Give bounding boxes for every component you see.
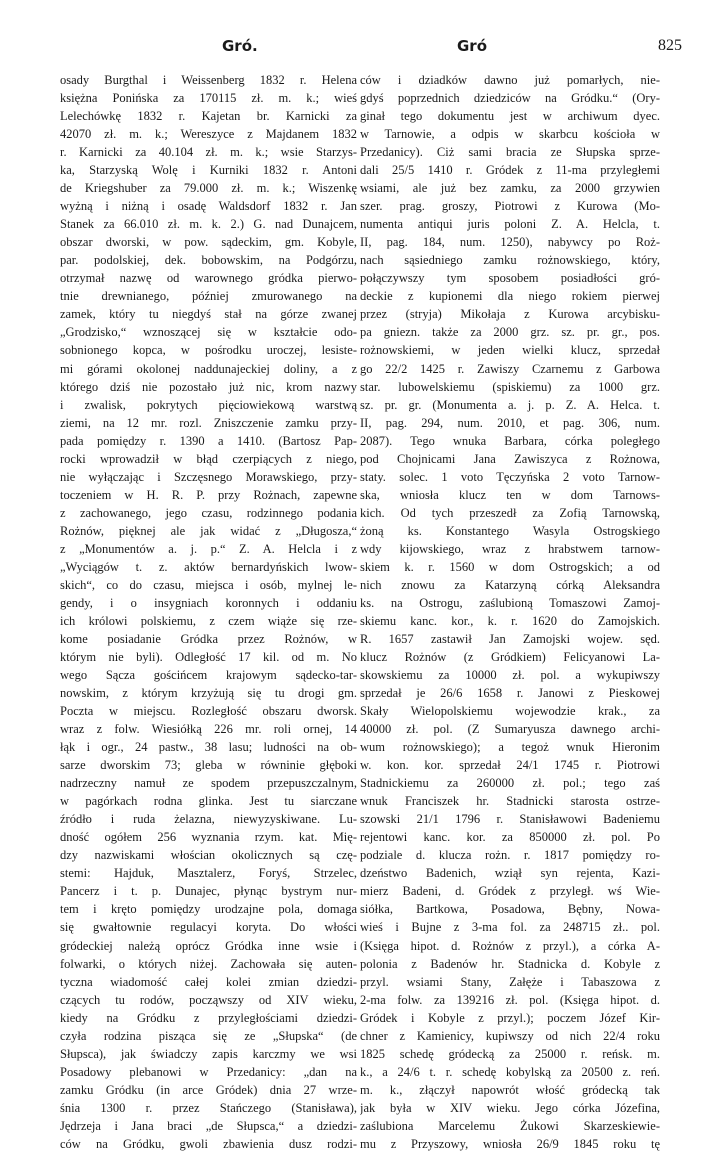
text-line: Pancerz i t. p. Dunajec, płynąc bystrym nur- [60,884,357,899]
text-line: wdy kijowskiego, wraz z hrabstwem tarnow- [360,541,660,556]
text-line: 42070 zł. m. k.; Wereszyce z Majdanem 1832 [60,127,357,142]
text-line: skiem k. r. 1560 w dom Ostrogskich; a od [360,559,660,574]
text-line: deckie z kupionemi dla niego rokiem pierwej [360,289,660,304]
text-line: łąk i ogr., 24 pastw., 38 lasu; ludności na ob- [60,740,357,755]
text-line: ziemi, na 12 mr. rozl. Zniszczenie zamku przy- [60,415,357,430]
text-line: 40000 zł. pol. (Z Sumaryusza dawnego archi- [360,722,660,737]
text-line: star. lubowelskiemu (spiskiemu) za 1000 grz. [360,379,660,394]
text-line: szer. prag. groszy, Piotrowi z Kurowa (Mo- [360,199,660,214]
text-line: wsiami, ale już bez zamku, za 2000 grzywien [360,181,660,196]
text-line: i zwalisk, pokrytych pięciowiekową warstwą [60,397,357,412]
text-line: księżna Ponińska za 170115 zł. m. k.; wieś [60,91,357,106]
text-line: ks. na Ostrogu, zaślubioną Tomaszowi Zamoj- [360,595,660,610]
text-line: gdyś poprzednich dziedziców na Gródku.“ (Ory- [360,91,660,106]
text-line: staty. solec. 1 voto Tęczyńska 2 voto Tarnow- [360,469,660,484]
text-line: m. k., złączył napowrót włość gródecką tak [360,1082,660,1097]
text-line: kome posiadanie Gródka przez Rożnów, w [60,631,357,646]
text-line: folwarki, o których niżej. Zachowała się auten- [60,956,357,971]
page-number: 825 [658,37,682,54]
text-line: wego Sącza gościńcem krajowym sądecko-tar- [60,668,357,683]
text-line: ców na Gródku, gwoli zbawienia dusz rodzi- [60,1136,357,1151]
text-line: r. Karnicki za 40.104 zł. m. k.; wsie Starzys- [60,145,357,160]
text-line: z zachowanego, jego czasu, rodzinnego podania [60,505,357,520]
text-line: mierz Badeni, d. Gródek z przyległ. wś Wie- [360,884,660,899]
text-line: przyl. wsiami Stany, Załęże i Tabaszowa z [360,974,660,989]
text-line: ich królowi polskiemu, z czem wiąże się rze- [60,613,357,628]
text-line: którym nie byli). Odległość 17 kil. od m. No [60,650,357,664]
text-line: Rożnów, pięknej ale jak widać z „Długosza,“ [60,523,357,538]
text-line: gródeckiej należą oprócz Gródka inne wsie i [60,938,357,953]
text-line: wnuk Franciszek hr. Stadnicki starosta ostrze- [360,794,660,809]
text-line: pa gniezn. także za 2000 grz. sz. pr. gr., pos. [360,325,660,340]
text-line: skich“, co do czasu, miejsca i osób, mylnej le- [60,577,357,592]
text-line: dzeństwo Badenich, wziął syn rejenta, Kazi- [360,866,660,881]
text-line: Przedanicy). Ciż sami bracia ze Słupska sprze- [360,145,660,160]
running-head-center: Gró [457,37,488,55]
text-line: mu z Przyszowy, wniosła 26/9 1845 roku tę [360,1136,660,1151]
text-line: wraz z folw. Wiesiółką 226 mr. roli ornej, 14 [60,722,357,737]
text-line: chner z Kamienicy, kupiwszy od nich 22/4 roku [360,1028,660,1043]
text-line: wieś i Bujne z 3-ma fol. za 248715 zł.. pol. [360,920,660,935]
text-line: sprzedał je 26/6 1658 r. Janowi z Pieskowej [360,686,660,701]
text-line: par. podolskiej, dek. bobowskim, na Podgórzu, [60,253,357,268]
text-line: szowski 21/1 1796 r. Stanisławowi Badeniemu [360,812,660,827]
text-line: się gwałtownie regulacyi koryta. Do włości [60,920,357,935]
text-line: dność ogółem 256 wyznania rzym. kat. Mię- [60,830,357,845]
text-line: otrzymał nazwę od warownego gródka pierwo- [60,271,357,286]
text-line: tem i kręto pomiędzy urodzajne pola, domaga [60,902,357,917]
right-text-column [360,71,660,1153]
text-line: jak była w XIV wieku. Jego córka Józefina, [360,1100,660,1115]
text-line: mi górami okolonej naddunajeckiej doliny, a z [60,361,357,376]
text-line: podziale d. klucza rożn. r. 1817 pomiędzy ro- [360,848,660,863]
text-line: w pagórkach rodna glinka. Jest tu siarczane [60,794,357,809]
text-line: tnie drewnianego, później zmurowanego na [60,289,357,304]
text-line: 2087). Tego wnuka Barbara, córka poległego [360,433,660,448]
text-line: Stadnickiemu za 260000 zł. pol.; tego zaś [360,776,660,791]
text-line: kich. Od tych przeszedł za Zofią Tarnowską, [360,505,660,520]
text-line: „Grodzisko,“ wznoszącej się w kształcie odo- [60,325,357,340]
text-line: śnia 1300 r. przez Stańczego (Stanisława), [60,1100,357,1115]
text-line: sarze dworskim 73; gleba w równinie głęboki [60,758,357,773]
text-line: stemi: Hajduk, Masztalerz, Foryś, Strzelec, [60,866,357,881]
text-line: (Księga hipot. d. Rożnów z przyl.), a córka A- [360,938,660,953]
text-line: klucz Rożnów (z Gródkiem) Felicyanowi La- [360,650,660,664]
text-line: ska, wniosła klucz ten w dom Tarnows- [360,487,660,502]
text-line: sobnionego kopca, w pośrodku uroczej, lesiste- [60,343,357,358]
text-line: skowskiemu za 10000 zł. pol. a wykupiwszy [360,668,660,683]
text-line: siółka, Bartkowa, Posadowa, Bębny, Nowa- [360,902,660,917]
text-line: nich znowu za Katarzyną córką Aleksandra [360,577,660,592]
running-head-left: Gró. [222,37,258,55]
text-line: nadrzeczny namuł ze spodem przepuszczalnym, [60,776,357,791]
text-line: polonia z Badenów hr. Stadnicka d. Kobyle z [360,956,660,971]
text-line: Lelechówkę 1832 r. Kajetan br. Karnicki za [60,109,357,124]
text-line: 1825 schedę gródecką za 25000 r. reńsk. m. [360,1046,660,1061]
text-line: Poczta w miejscu. Rozległość obszaru dworsk. [60,704,357,719]
text-line: w. kon. kor. sprzedał 24/1 1745 r. Piotrowi [360,758,660,773]
text-line: źródło i ruda żelazna, niewyzyskiwane. Lu- [60,812,357,827]
text-line: czących tu rodów, począwszy od XIV wieku, [60,992,357,1007]
text-line: de Kriegshuber za 79.000 zł. m. k.; Wiszenkę [60,181,357,196]
text-line: ginał tego dokumentu jest w archiwum dyec. [360,109,660,124]
text-line: wum rożnowskiego); a tegoż wnuk Hieronim [360,740,660,755]
text-line: ców i dziadków dawno już pomarłych, nie- [360,73,660,87]
text-line: zamku Gródku (in arce Gródek) dnia 27 wrze- [60,1082,357,1097]
text-line: dzy nazwiskami włościan okolicznych są czę- [60,848,357,863]
text-line: Posadowy plebanowi w Przedanicy: „dan na [60,1064,357,1079]
text-line: pada pomiędzy r. 1390 a 1410. (Bartosz Pap- [60,433,357,448]
text-line: nie wyłączając i Szczęsnego Morawskiego, przy- [60,469,357,484]
text-line: dali 25/5 1410 r. Gródek z 11-ma przyległemi [360,163,660,178]
text-line: sz. pr. gr. (Monumenta a. j. p. Z. A. Helca. t. [360,397,660,412]
text-line: osady Burgthal i Weissenberg 1832 r. Helena [60,73,357,87]
text-line: „Wyciągów t. z. aktów bernardyńskich lwow- [60,559,357,574]
text-line: zaślubiona Marcelemu Żukowi Skarzeskiewie- [360,1118,660,1133]
text-line: czyła rodzina pisząca się ze „Słupska“ (de [60,1028,357,1043]
text-line: zamek, który tu niegdyś stał na górze zwanej [60,307,357,322]
text-line: pod Chojnicami Jana Zawiszyca z Rożnowa, [360,451,660,466]
text-line: tyczna wiadomość całej kolei zmian dziedzi- [60,974,357,989]
text-line: gendy, i o insygniach koronnych i oddaniu [60,595,357,610]
text-line: nach sąsiedniego zamku rożnowskiego, który, [360,253,660,268]
text-line: II, pag. 184, num. 1250), nabywcy po Roż- [360,235,660,250]
text-line: kiedy na Gródku z przyległościami dziedzi- [60,1010,357,1025]
text-line: Stanek za 66.010 zł. m. k. 2.) G. nad Dunajcem, [60,217,357,232]
text-line: k., a 24/6 t. r. schedę kobylską za 20500 z. reń. [360,1064,660,1079]
text-line: II, pag. 294, num. 2010, et pag. 306, num. [360,415,660,430]
text-line: z „Monumentów a. j. p.“ Z. A. Helcla i z [60,541,357,556]
left-text-column [60,71,357,1153]
text-line: którego dziś nie pozostało już nic, krom nazwy [60,379,357,394]
text-line: toczeniem w H. R. P. przy Rożnach, zapewne [60,487,357,502]
text-line: żoną ks. Konstantego Wasyla Ostrogskiego [360,523,660,538]
text-line: ka, Starzyską Wolę i Kurniki 1832 r. Antoni [60,163,357,178]
text-line: numenta antiqui juris poloni Z. A. Helcla, t. [360,217,660,232]
text-line: rożnowskiemi, w jeden wielki klucz, sprzedał [360,343,660,358]
text-line: rocki wprowadził w błąd czerpiących z niego, [60,451,357,466]
text-line: Gródek i Kobyle z przyl.); poczem Józef Kir- [360,1010,660,1025]
text-line: obszar dworski, w pow. sądeckim, gm. Kobyle, [60,235,357,250]
text-line: połączywszy tym sposobem posiadłości gró- [360,271,660,286]
text-line: Jędrzeja i Jana braci „de Słupsca,“ a dziedzi- [60,1118,357,1133]
text-line: go 22/2 1425 r. Zawiszy Czarnemu z Garbowa [360,361,660,376]
text-line: skiemu kanc. kor., k. r. 1620 do Zamojskich. [360,613,660,628]
text-line: Skały Wielopolskiemu wojewodzie krak., za [360,704,660,719]
text-line: rejentowi kanc. kor. za 850000 zł. pol. Po [360,830,660,845]
text-line: przez (stryja) Mikołaja z Kurowa arcybisku- [360,307,660,322]
text-line: w Tarnowie, a odpis w skarbcu kościoła w [360,127,660,142]
text-line: nowskim, z którym krzyżują się tu drogi gm. [60,686,357,701]
text-line: 2-ma folw. za 139216 zł. pol. (Księga hipot. d. [360,992,660,1007]
text-line: wyżną i niżną i osadę Waldsdorf 1832 r. Jan [60,199,357,214]
text-line: R. 1657 zastawił Jan Zamojski wojew. sęd. [360,631,660,646]
text-line: Słupsca), jak świadczy zapis karczmy we wsi [60,1046,357,1061]
